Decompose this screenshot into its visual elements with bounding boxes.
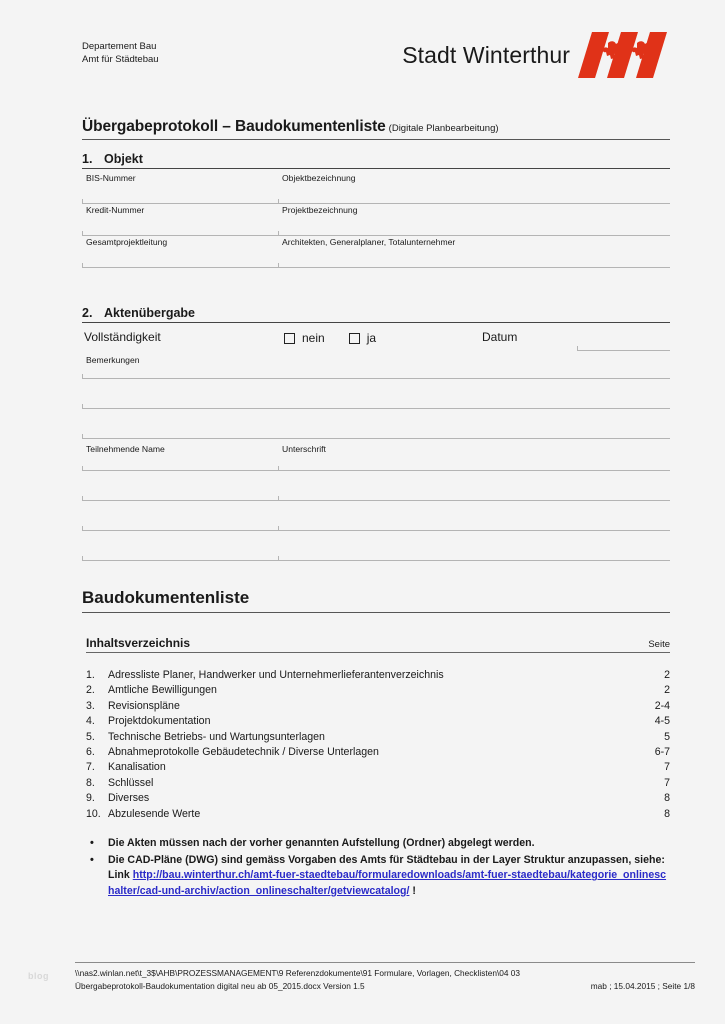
list-item[interactable] <box>86 699 670 714</box>
toc-item-label: Amtliche Bewilligungen <box>108 684 217 697</box>
field-label: Gesamtprojektleitung <box>86 237 168 247</box>
toc-item-page: 6-7 <box>654 746 670 759</box>
list-item[interactable] <box>86 730 670 745</box>
completeness-checkbox-group <box>284 331 376 345</box>
toc-item-label: Abnahmeprotokolle Gebäudetechnik / Diverse Unterlagen <box>108 746 379 759</box>
department-line-1: Departement Bau <box>82 41 157 52</box>
page-title <box>82 118 670 140</box>
checkbox-nein[interactable] <box>284 333 295 344</box>
page-footer <box>75 967 695 992</box>
list-item[interactable] <box>86 776 670 791</box>
department-line-2: Amt für Städtebau <box>82 54 159 65</box>
list-item[interactable] <box>86 683 670 698</box>
cad-layer-structure-link[interactable]: http://bau.winterthur.ch/amt-fuer-staedtebau/formularedownloads/amt-fuer-staedtebau/kategorie_onlineschalter/cad-und-archiv/action_onlineschalter/getviewcatalog/ <box>108 869 667 897</box>
participant-name-input-1[interactable] <box>82 470 278 471</box>
completeness-row <box>82 330 670 352</box>
list-item <box>86 853 670 900</box>
participant-name-input-4[interactable] <box>82 560 278 561</box>
toc-item-page: 5 <box>664 730 670 743</box>
toc-header <box>86 636 670 653</box>
date-label: Datum <box>482 330 518 344</box>
field-label: Kredit-Nummer <box>86 205 145 215</box>
toc-page-column-header: Seite <box>648 639 670 650</box>
brand-name: Stadt Winterthur <box>402 41 570 68</box>
toc-item-number: 10. <box>86 807 101 820</box>
section-2-number: 2. <box>82 306 93 320</box>
note-text-2 <box>108 853 670 900</box>
toc-item-number: 8. <box>86 776 95 789</box>
section-heading-aktenuebergabe <box>82 306 670 323</box>
notes-list <box>86 836 670 900</box>
signature-label: Unterschrift <box>282 444 326 454</box>
signature-input-4[interactable] <box>278 560 670 561</box>
field-kredit-nummer[interactable] <box>82 204 278 236</box>
footer-path: \\nas2.winlan.net\t_3$\AHB\PROZESSMANAGEMENT\9 Referenzdokumente\91 Formulare, Vorlagen, Checklisten\04 03 <box>75 968 521 978</box>
form-row-bis-nummer <box>82 172 670 204</box>
toc-item-label: Adressliste Planer, Handwerker und Unternehmerlieferantenverzeichnis <box>108 669 444 681</box>
list-item[interactable] <box>86 714 670 729</box>
toc-item-number: 1. <box>86 669 95 681</box>
toc-item-number: 5. <box>86 730 95 743</box>
field-projektbezeichnung[interactable] <box>278 204 670 236</box>
field-objektbezeichnung[interactable] <box>278 172 670 204</box>
list-item[interactable] <box>86 668 670 683</box>
toc-item-page: 7 <box>664 761 670 774</box>
toc-item-page: 4-5 <box>654 715 670 728</box>
toc-item-number: 3. <box>86 699 95 712</box>
department-block <box>82 40 159 66</box>
list-item[interactable] <box>86 745 670 760</box>
field-label: BIS-Nummer <box>86 173 136 183</box>
form-row-kredit-nummer <box>82 204 670 236</box>
toc-item-page: 2-4 <box>654 699 670 712</box>
toc-item-number: 2. <box>86 684 95 697</box>
note-text-2-prefix: Die CAD-Pläne (DWG) sind gemäss Vorgaben des Amts für Städtebau in der Layer Struktur anzupassen, siehe: Link <box>108 853 665 882</box>
toc-item-number: 4. <box>86 715 95 728</box>
section-heading-objekt <box>82 152 670 169</box>
field-architekten[interactable] <box>278 236 670 268</box>
toc-list <box>86 668 670 822</box>
participant-name-input-3[interactable] <box>82 530 278 531</box>
date-input-line[interactable] <box>577 350 670 351</box>
field-label: Objektbezeichnung <box>282 173 356 183</box>
toc-title: Inhaltsverzeichnis <box>86 636 191 650</box>
remarks-line-2[interactable] <box>82 408 670 409</box>
toc-item-label: Projektdokumentation <box>108 715 211 728</box>
page-header <box>82 40 670 90</box>
toc-item-page: 8 <box>664 807 670 820</box>
list-item <box>86 836 670 852</box>
toc-item-number: 7. <box>86 761 95 774</box>
signature-input-3[interactable] <box>278 530 670 531</box>
section-2-title: Aktenübergabe <box>104 306 195 320</box>
toc-item-label: Revisionspläne <box>108 699 180 712</box>
toc-item-page: 7 <box>664 776 670 789</box>
toc-item-number: 6. <box>86 746 95 759</box>
blog-watermark: blog <box>28 971 49 981</box>
toc-item-page: 8 <box>664 792 670 805</box>
field-label: Projektbezeichnung <box>282 205 358 215</box>
toc-item-label: Abzulesende Werte <box>108 807 201 820</box>
toc-item-label: Diverses <box>108 792 150 805</box>
participant-name-input-2[interactable] <box>82 500 278 501</box>
footer-author-date-page: mab ; 15.04.2015 ; Seite 1/8 <box>590 980 695 991</box>
signature-input-2[interactable] <box>278 500 670 501</box>
toc-item-page: 2 <box>664 669 670 681</box>
completeness-label: Vollständigkeit <box>84 330 161 344</box>
note-text-1: Die Akten müssen nach der vorher genannten Aufstellung (Ordner) abgelegt werden. <box>108 837 535 849</box>
field-label: Architekten, Generalplaner, Totalunternehmer <box>282 237 456 247</box>
footer-meta-row <box>75 980 695 993</box>
toc-item-page: 2 <box>664 684 670 697</box>
page-title-suffix: (Digitale Planbearbeitung) <box>388 123 499 134</box>
field-bis-nummer[interactable] <box>82 172 278 204</box>
list-heading: Baudokumentenliste <box>82 588 670 613</box>
section-1-number: 1. <box>82 152 93 166</box>
note-text-2-suffix: ! <box>409 884 416 897</box>
toc-item-label: Technische Betriebs- und Wartungsunterlagen <box>108 730 325 743</box>
remarks-line-1[interactable] <box>82 378 670 379</box>
checkbox-ja-label: ja <box>366 331 377 345</box>
footer-filename-version: Übergabeprotokoll-Baudokumentation digital neu ab 05_2015.docx Version 1.5 <box>75 980 365 991</box>
participant-name-label: Teilnehmende Name <box>86 444 165 454</box>
bullet-icon: • <box>90 853 94 866</box>
form-row-gesamtprojektleitung <box>82 236 670 268</box>
brand-block <box>402 32 670 78</box>
list-item[interactable] <box>86 791 670 806</box>
bullet-icon: • <box>90 837 94 849</box>
footer-divider <box>75 962 695 963</box>
section-1-title: Objekt <box>104 152 143 166</box>
list-item[interactable] <box>86 760 670 775</box>
page-title-main: Übergabeprotokoll – Baudokumentenliste <box>82 118 386 135</box>
toc-item-label: Schlüssel <box>108 776 154 789</box>
winterthur-coat-of-arms-icon <box>578 32 670 78</box>
field-gesamtprojektleitung[interactable] <box>82 236 278 268</box>
toc-item-label: Kanalisation <box>108 761 166 774</box>
signature-input-1[interactable] <box>278 470 670 471</box>
checkbox-nein-label: nein <box>302 331 325 345</box>
toc-item-number: 9. <box>86 792 95 805</box>
remarks-label: Bemerkungen <box>86 355 140 365</box>
list-item[interactable] <box>86 807 670 822</box>
remarks-line-3[interactable] <box>82 438 670 439</box>
checkbox-ja[interactable] <box>349 333 360 344</box>
